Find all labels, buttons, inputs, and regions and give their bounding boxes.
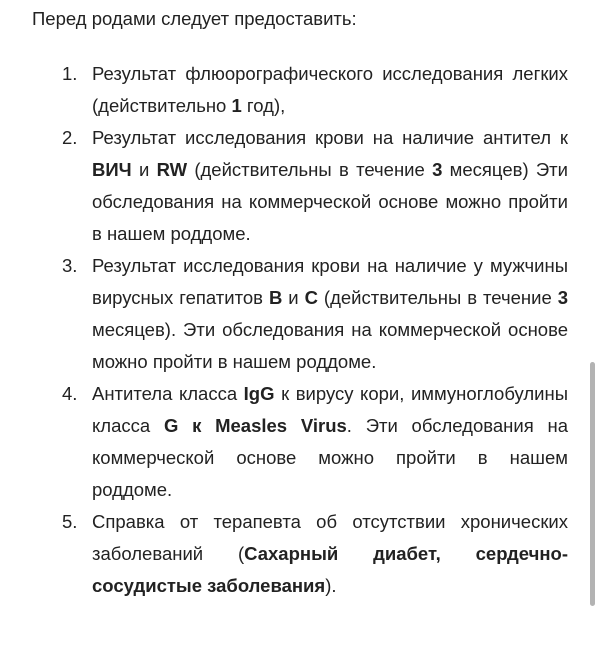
list-item-text bbox=[92, 378, 568, 506]
bold-fragment: B bbox=[268, 287, 283, 308]
text-fragment: Результат исследования крови на наличие антител к bbox=[92, 127, 568, 148]
intro-text: Перед родами следует предоставить: bbox=[32, 8, 357, 29]
list-item bbox=[32, 58, 568, 122]
bold-fragment: Сахарный диабет, сердечно-сосудистые заболевания bbox=[92, 543, 568, 596]
bold-fragment: IgG bbox=[243, 383, 275, 404]
text-fragment: Антитела класса bbox=[92, 383, 244, 404]
bold-fragment: RW bbox=[156, 159, 188, 180]
list-item-text bbox=[92, 250, 568, 378]
text-fragment: месяцев) Эти обследования на коммерческой основе можно пройти в нашем роддоме. bbox=[92, 159, 568, 244]
list-item-number: 3. bbox=[62, 255, 78, 276]
list-item-number: 1. bbox=[62, 63, 78, 84]
text-fragment: и bbox=[282, 287, 305, 308]
bold-fragment: 1 bbox=[231, 95, 242, 116]
list-item bbox=[32, 122, 568, 250]
requirements-list bbox=[32, 58, 568, 602]
text-fragment: год), bbox=[241, 95, 286, 116]
list-item-number: 2. bbox=[62, 127, 78, 148]
text-fragment: . Эти обследования на коммерческой основе можно пройти в нашем роддоме. bbox=[92, 415, 568, 500]
scrollbar-thumb[interactable] bbox=[590, 362, 595, 606]
list-item bbox=[32, 378, 568, 506]
text-fragment: (действительны в течение bbox=[187, 159, 433, 180]
text-fragment: месяцев). Эти обследования на коммерческой основе можно пройти в нашем роддоме. bbox=[92, 319, 568, 372]
list-item bbox=[32, 250, 568, 378]
list-item-text bbox=[92, 122, 568, 250]
text-fragment: и bbox=[131, 159, 157, 180]
text-fragment: к вирусу кори, иммуноглобулины класса bbox=[92, 383, 568, 436]
text-fragment: Результат флюорографического исследования легких (действительно bbox=[92, 63, 568, 116]
list-item-text bbox=[92, 506, 568, 602]
list-item-number: 4. bbox=[62, 383, 78, 404]
bold-fragment: C bbox=[304, 287, 318, 308]
text-fragment: Справка от терапевта об отсутствии хронических заболеваний ( bbox=[92, 511, 568, 564]
list-item-number: 5. bbox=[62, 511, 78, 532]
bold-fragment: 3 bbox=[432, 159, 443, 180]
text-fragment: Результат исследования крови на наличие у мужчины вирусных гепатитов bbox=[92, 255, 568, 308]
list-item bbox=[32, 506, 568, 602]
bold-fragment: ВИЧ bbox=[92, 159, 132, 180]
text-fragment: ). bbox=[325, 575, 337, 596]
bold-fragment: G к Measles Virus bbox=[163, 415, 347, 436]
bold-fragment: 3 bbox=[557, 287, 568, 308]
text-fragment: (действительны в течение bbox=[317, 287, 558, 308]
list-item-text bbox=[92, 58, 568, 122]
